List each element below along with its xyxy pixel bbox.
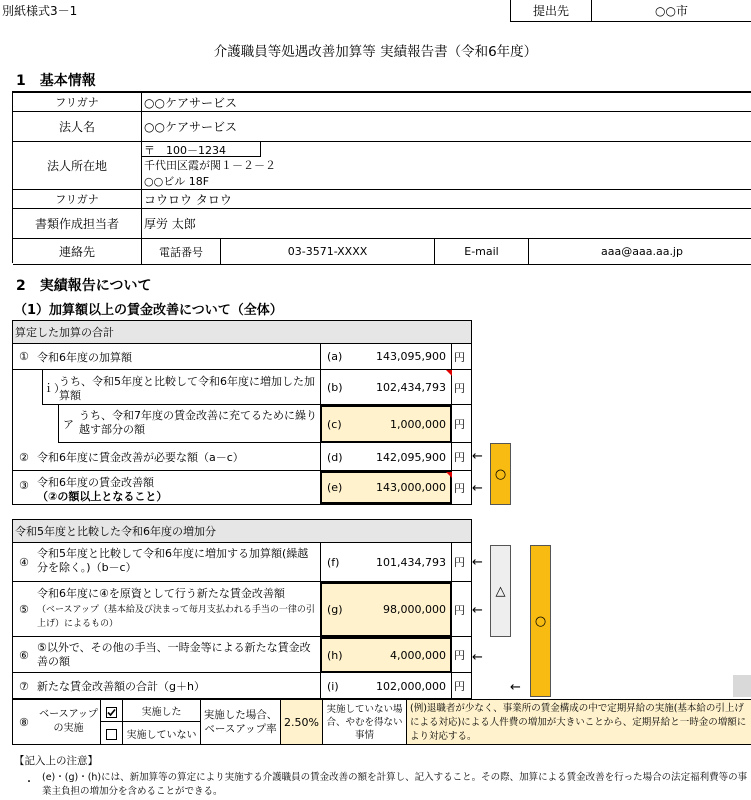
row2-label: 令和6年度に賃金改善が必要な額（a－c）	[37, 451, 244, 464]
furigana-field[interactable]: ○○ケアサービス	[142, 93, 751, 112]
phone-field[interactable]: 03-3571-XXXX	[221, 239, 435, 265]
row5-label1: 令和6年度に④を原資として行う新たな賃金改善額	[37, 587, 285, 600]
address-line2[interactable]: ○○ビル 18F	[144, 175, 210, 188]
row4-label: 令和5年度と比較して令和6年度に増加する加算額(繰越分を除く。)（b－c）	[37, 547, 309, 574]
row-i-num: ｉ）	[43, 381, 65, 395]
row-a-value[interactable]: 1,000,000	[390, 417, 446, 431]
section1-heading: 1 基本情報	[16, 73, 96, 89]
row6-label: ⑤以外で、その他の手当、一時金等による新たな賃金改善の額	[37, 641, 311, 668]
contact-label: 連絡先	[13, 239, 142, 265]
row7-value[interactable]: 102,000,000	[376, 679, 446, 693]
comment-marker	[446, 370, 452, 376]
notes-text: (e)・(g)・(h)には、新加算等の算定により実施する介護職員の賃金改善の額を計算し、記入すること。その際、加算による賃金改善を行った場合の法定福利費等の事業主負担の増加分を含めることができる。	[42, 772, 748, 797]
address-cell	[142, 142, 751, 190]
row3-label2: （②の額以上となること）	[37, 490, 168, 503]
row-a-label: うち、令和7年度の賃金改善に充てるために繰り越す部分の額	[79, 409, 317, 436]
row5-value[interactable]: 98,000,000	[383, 603, 446, 616]
row3-code: (e)	[327, 481, 343, 494]
table2-header: 令和5年度と比較した令和6年度の増加分	[12, 519, 472, 543]
row2-value[interactable]: 142,095,900	[376, 450, 446, 464]
arrow-row2: ←	[472, 449, 483, 464]
row6-unit: 円	[454, 649, 465, 662]
submit-value[interactable]: ○○市	[591, 0, 751, 22]
address-label: 法人所在地	[13, 142, 142, 190]
row3-num: ③	[19, 479, 29, 492]
row8-num: ⑧	[19, 715, 29, 729]
table2-body	[12, 542, 472, 699]
option-implemented: 実施した	[123, 700, 201, 722]
submit-label: 提出先	[510, 0, 592, 22]
row4-unit: 円	[454, 556, 465, 569]
row5-num: ⑤	[19, 603, 29, 616]
option-not-implemented: 実施していない	[123, 722, 201, 744]
row-i-code: (b)	[327, 381, 343, 394]
email-label: E-mail	[435, 239, 529, 265]
row1-unit: 円	[454, 350, 465, 364]
row3-value[interactable]: 143,000,000	[376, 481, 446, 494]
row-a-num: ア	[63, 418, 74, 431]
scroll-corner	[733, 675, 751, 697]
contact-furigana-label: フリガナ	[13, 190, 142, 209]
row7-unit: 円	[454, 680, 465, 693]
arrow-row5: ←	[472, 603, 483, 618]
phone-label: 電話番号	[142, 239, 221, 265]
row-i-label: うち、令和5年度と比較して令和6年度に増加した加算額	[59, 375, 315, 402]
checkbox-implemented[interactable]	[106, 705, 117, 718]
row2-unit: 円	[454, 451, 465, 464]
check-result-2: ○	[530, 545, 551, 697]
row-i-unit: 円	[454, 381, 465, 395]
checkbox-not-implemented[interactable]	[106, 727, 117, 740]
section2-subheading: （1）加算額以上の賃金改善について（全体）	[14, 303, 283, 318]
row6-code: (h)	[327, 648, 343, 662]
row2-num: ②	[19, 450, 29, 464]
row8-label: ベースアップの実施	[37, 700, 101, 744]
arrow-row7: ←	[510, 680, 521, 695]
row1-code: (a)	[327, 350, 343, 363]
row-a-code: (c)	[327, 417, 342, 431]
page-title: 介護職員等処遇改善加算等 実績報告書（令和6年度）	[213, 44, 538, 60]
corp-name-field[interactable]: ○○ケアサービス	[142, 112, 751, 142]
row4-value[interactable]: 101,434,793	[376, 555, 446, 569]
check-result-1: ○	[490, 443, 511, 505]
row-a-unit: 円	[454, 418, 465, 431]
row5-label2: （ベースアップ（基本給及び決まって毎月支払われる手当の一律の引上げ）によるもの）	[37, 605, 315, 629]
row-i-value[interactable]: 102,434,793	[376, 381, 446, 394]
row1-label: 令和6年度の加算額	[37, 350, 132, 364]
row5-code: (g)	[327, 603, 343, 616]
basic-info-table	[12, 91, 751, 263]
author-field[interactable]: 厚労 太郎	[142, 209, 751, 239]
arrow-row4: ←	[472, 555, 483, 570]
zip-field[interactable]: 〒 100－1234	[144, 144, 226, 157]
row7-num: ⑦	[19, 679, 29, 693]
arrow-row6: ←	[472, 650, 483, 665]
row4-code: (f)	[327, 555, 340, 569]
table1-header: 算定した加算の合計	[12, 320, 472, 344]
row4-num: ④	[19, 555, 29, 569]
comment-marker	[446, 472, 452, 478]
row3-unit: 円	[454, 481, 465, 495]
row3-label1: 令和6年度の賃金改善額	[37, 476, 154, 489]
check-result-triangle: △	[490, 545, 511, 637]
form-id: 別紙様式3－1	[2, 4, 78, 18]
row1-value[interactable]: 143,095,900	[376, 350, 446, 363]
author-label: 書類作成担当者	[13, 209, 142, 239]
corp-name-label: 法人名	[13, 112, 142, 142]
arrow-row3: ←	[472, 481, 483, 496]
rate-label: 実施した場合、ベースアップ率	[201, 700, 281, 744]
furigana-label: フリガナ	[13, 93, 142, 112]
reason-field[interactable]: (例)退職者が少なく、事業所の賃金構成の中で定期昇給の実施(基本給の引上げによる対応)による人件費の増加が大きいことから、定期昇給と一時金の増額により対応する。	[407, 700, 751, 744]
notes-heading: 【記入上の注意】	[14, 755, 98, 767]
row1-num: ①	[19, 350, 29, 363]
row7-code: (i)	[327, 679, 339, 693]
address-line1[interactable]: 千代田区霞が関１－２－２	[144, 159, 276, 172]
contact-furigana-field[interactable]: コウロウ タロウ	[142, 190, 751, 209]
row6-num: ⑥	[19, 648, 29, 662]
row5-unit: 円	[454, 603, 465, 617]
reason-label: 実施していない場合、やむを得ない事情	[323, 700, 407, 744]
section2-heading: 2 実績報告について	[16, 278, 152, 294]
row7-label: 新たな賃金改善額の合計（g＋h）	[37, 680, 205, 693]
table1-body	[12, 343, 472, 505]
row2-code: (d)	[327, 450, 343, 464]
rate-field[interactable]: 2.50%	[281, 700, 323, 744]
row6-value[interactable]: 4,000,000	[390, 648, 446, 662]
notes-bullet: ・	[24, 777, 34, 788]
base-up-row	[12, 699, 751, 745]
email-field[interactable]: aaa@aaa.aa.jp	[529, 239, 751, 265]
